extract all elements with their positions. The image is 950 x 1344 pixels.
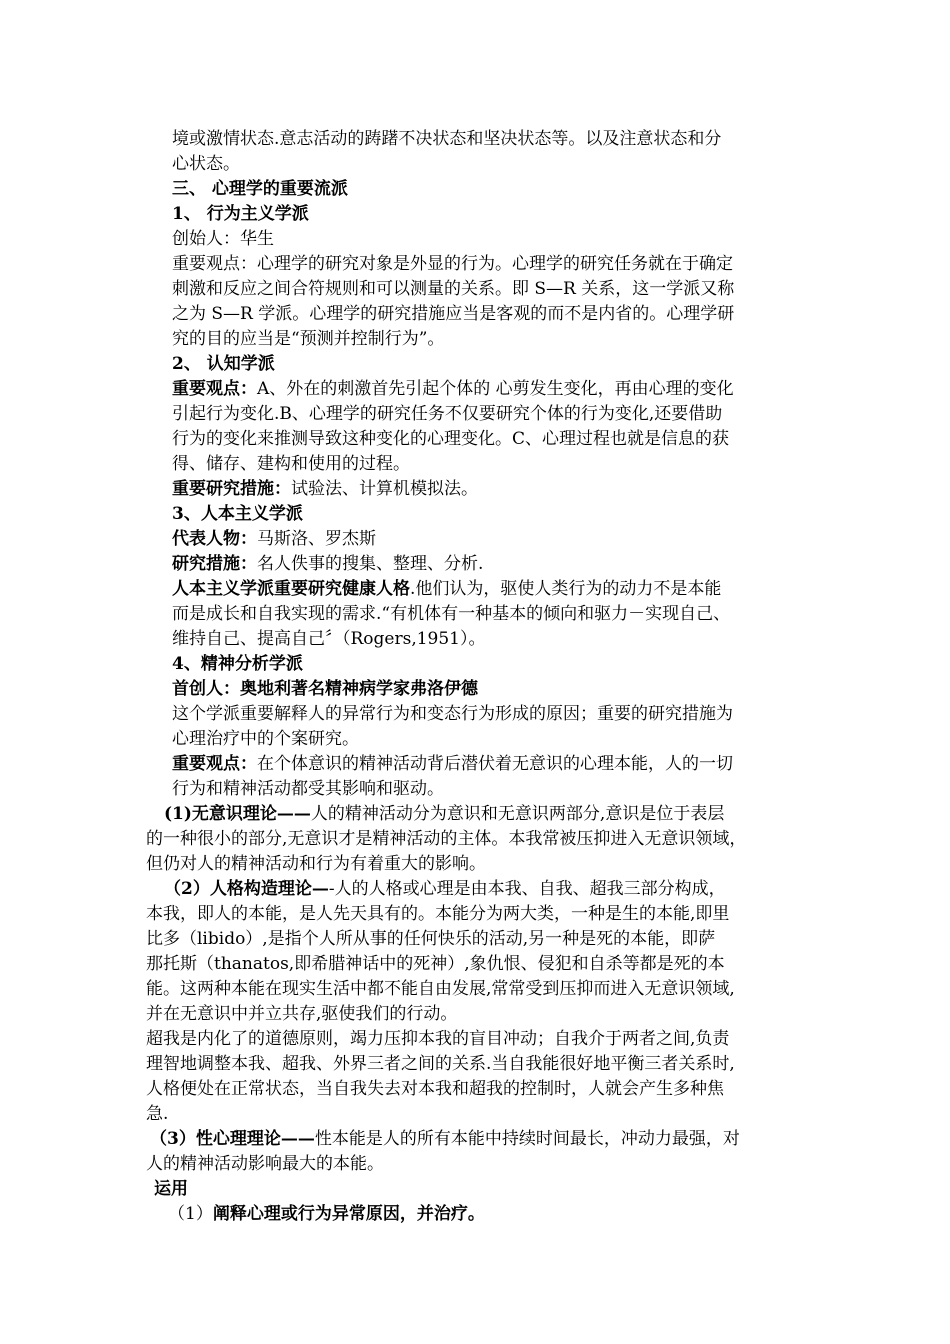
text-line: 研究措施：名人佚事的搜集、整理、分析. <box>172 554 484 574</box>
bold-label: 重要观点： <box>172 379 257 399</box>
bold-label: （2）人格构造理论— <box>164 879 329 899</box>
text-line: 那托斯（thanatos,即希腊神话中的死神）,象仇恨、侵犯和自杀等都是死的本 <box>146 954 725 974</box>
text-line: 并在无意识中并立共存,驱使我们的行动。 <box>146 1004 458 1024</box>
text-line: 人本主义学派重要研究健康人格.他们认为，驱使人类行为的动力不是本能 <box>172 579 722 599</box>
bold-label: （3）性心理理论—— <box>150 1129 315 1149</box>
text-line: 引起行为变化.B、心理学的研究任务不仅要研究个体的行为变化,还要借助 <box>172 404 723 424</box>
text-line: （2）人格构造理论—-人的人格或心理是由本我、自我、超我三部分构成， <box>164 879 726 899</box>
text-line: 维持自己、提高自己〞（Rogers,1951）。 <box>172 629 486 649</box>
text-line: （3）性心理理论——性本能是人的所有本能中持续时间最长，冲动力最强，对 <box>150 1129 740 1149</box>
text-line: 创始人：华生 <box>172 229 274 249</box>
subsection-heading: 3、人本主义学派 <box>172 504 303 524</box>
text-line: 行为的变化来推测导致这种变化的心理变化。C、心理过程也就是信息的获 <box>172 429 730 449</box>
subsection-heading: 4、精神分析学派 <box>172 654 303 674</box>
text-line: 重要观点：心理学的研究对象是外显的行为。心理学的研究任务就在于确定 <box>172 254 733 274</box>
text-line: （1）阐释心理或行为异常原因，并治疗。 <box>168 1204 485 1224</box>
text-line: 行为和精神活动都受其影响和驱动。 <box>172 779 444 799</box>
bold-label: 重要研究措施： <box>172 479 291 499</box>
text-line: 超我是内化了的道德原则，竭力压抑本我的盲目冲动；自我介于两者之间,负责 <box>146 1029 730 1049</box>
text-line: 这个学派重要解释人的异常行为和变态行为形成的原因；重要的研究措施为 <box>172 704 733 724</box>
bold-label: 阐释心理或行为异常原因，并治疗。 <box>212 1204 485 1224</box>
text-line: 但仍对人的精神活动和行为有着重大的影响。 <box>146 854 486 874</box>
bold-label: 研究措施： <box>172 554 257 574</box>
bold-label: 人本主义学派重要研究健康人格 <box>172 579 410 599</box>
text-line: 重要观点：在个体意识的精神活动背后潜伏着无意识的心理本能，人的一切 <box>172 754 733 774</box>
text-line: 代表人物：马斯洛、罗杰斯 <box>172 529 376 549</box>
bold-label: 重要观点： <box>172 754 257 774</box>
text-line: 得、储存、建构和使用的过程。 <box>172 454 410 474</box>
subsection-heading: 运用 <box>154 1179 188 1199</box>
text-line: 人的精神活动影响最大的本能。 <box>146 1154 384 1174</box>
text-line: 本我，即人的本能，是人先天具有的。本能分为两大类，一种是生的本能,即里 <box>146 904 730 924</box>
text-line: 重要研究措施：试验法、计算机模拟法。 <box>172 479 478 499</box>
bold-label: (1)无意识理论—— <box>164 804 311 824</box>
section-heading: 三、 心理学的重要流派 <box>172 179 348 199</box>
subsection-heading: 1、 行为主义学派 <box>172 204 309 224</box>
text-line: (1)无意识理论——人的精神活动分为意识和无意识两部分,意识是位于表层 <box>164 804 725 824</box>
text-line: 能。这两种本能在现实生活中都不能自由发展,常常受到压抑而进入无意识领域, <box>146 979 735 999</box>
text-line: 的一种很小的部分,无意识才是精神活动的主体。本我常被压抑进入无意识领域， <box>146 829 747 849</box>
text-line: 理智地调整本我、超我、外界三者之间的关系.当自我能很好地平衡三者关系时, <box>146 1054 735 1074</box>
text-line: 人格便处在正常状态，当自我失去对本我和超我的控制时，人就会产生多种焦 <box>146 1079 724 1099</box>
subsection-heading: 2、 认知学派 <box>172 354 275 374</box>
text-line: 心状态。 <box>172 154 240 174</box>
text-line: 刺激和反应之间合符规则和可以测量的关系。即 S—R 关系，这一学派又称 <box>172 279 735 299</box>
text-line: 之为 S—R 学派。心理学的研究措施应当是客观的而不是内省的。心理学研 <box>172 304 735 324</box>
text-line: 而是成长和自我实现的需求.“有机体有一种基本的倾向和驱力－实现自己、 <box>172 604 731 624</box>
text-line: 究的目的应当是“预测并控制行为”。 <box>172 329 445 349</box>
text-line: 比多（libido）,是指个人所从事的任何快乐的活动,另一种是死的本能，即萨 <box>146 929 716 949</box>
text-line: 心理治疗中的个案研究。 <box>172 729 359 749</box>
subsection-heading: 首创人：奥地利著名精神病学家弗洛伊德 <box>172 679 478 699</box>
text-line: 急. <box>146 1104 169 1124</box>
text-line: 境或激情状态.意志活动的踌躇不决状态和坚决状态等。以及注意状态和分 <box>172 129 722 149</box>
text-line: 重要观点：A、外在的刺激首先引起个体的 心剪发生变化，再由心理的变化 <box>172 379 734 399</box>
bold-label: 代表人物： <box>172 529 257 549</box>
